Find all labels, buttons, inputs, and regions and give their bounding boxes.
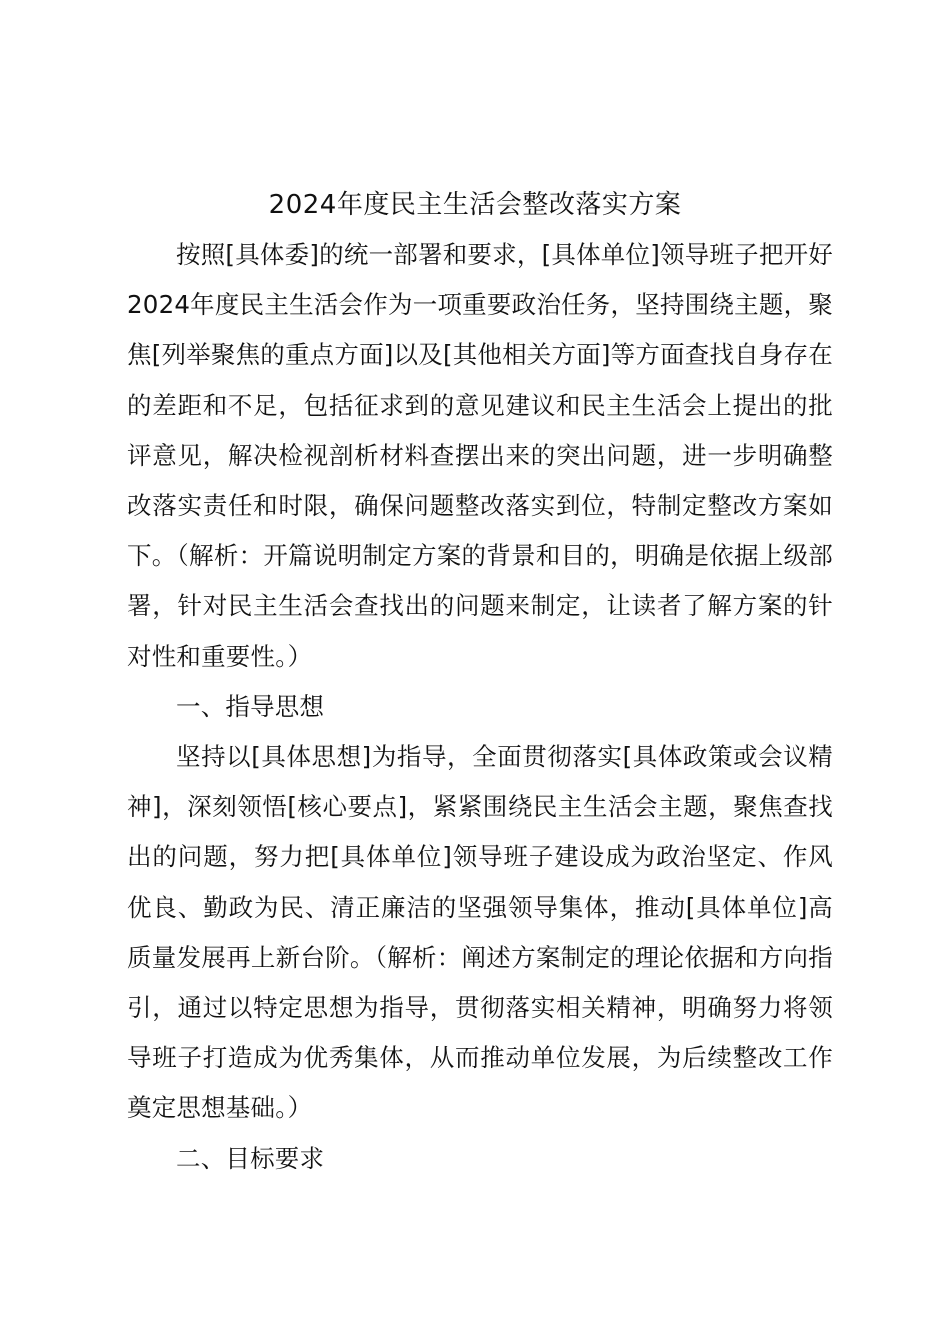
guiding-ideology-paragraph: 坚持以[具体思想]为指导，全面贯彻落实[具体政策或会议精神]，深刻领悟[核心要点]，紧紧围绕民主生活会主题，聚焦查找出的问题，努力把[具体单位]领导班子建设成为政治坚定、作风优良、勤政为民、清正廉洁的坚强领导集体，推动[具体单位]高质量发展再上新台阶。（解析：阐述方案制定的理论依据和方向指引，通过以特定思想为指导，贯彻落实相关精神，明确努力将领导班子打造成为优秀集体，从而推动单位发展，为后续整改工作奠定思想基础。）	[127, 742, 833, 1123]
document-title: 2024年度民主生活会整改落实方案	[268, 190, 682, 220]
document-body	[127, 230, 833, 1184]
intro-paragraph: 按照[具体委]的统一部署和要求，[具体单位]领导班子把开好2024年度民主生活会作为一项重要政治任务，坚持围绕主题，聚焦[列举聚焦的重点方面]以及[其他相关方面]等方面查找自身存在的差距和不足，包括征求到的意见建议和民主生活会上提出的批评意见，解决检视剖析材料查摆出来的突出问题，进一步明确整改落实责任和时限，确保问题整改落实到位，特制定整改方案如下。（解析：开篇说明制定方案的背景和目的，明确是依据上级部署，针对民主生活会查找出的问题来制定，让读者了解方案的针对性和重要性。）	[127, 240, 833, 671]
section-heading-guiding-ideology: 一、指导思想	[176, 691, 325, 721]
section-heading-objectives: 二、目标要求	[176, 1143, 325, 1173]
